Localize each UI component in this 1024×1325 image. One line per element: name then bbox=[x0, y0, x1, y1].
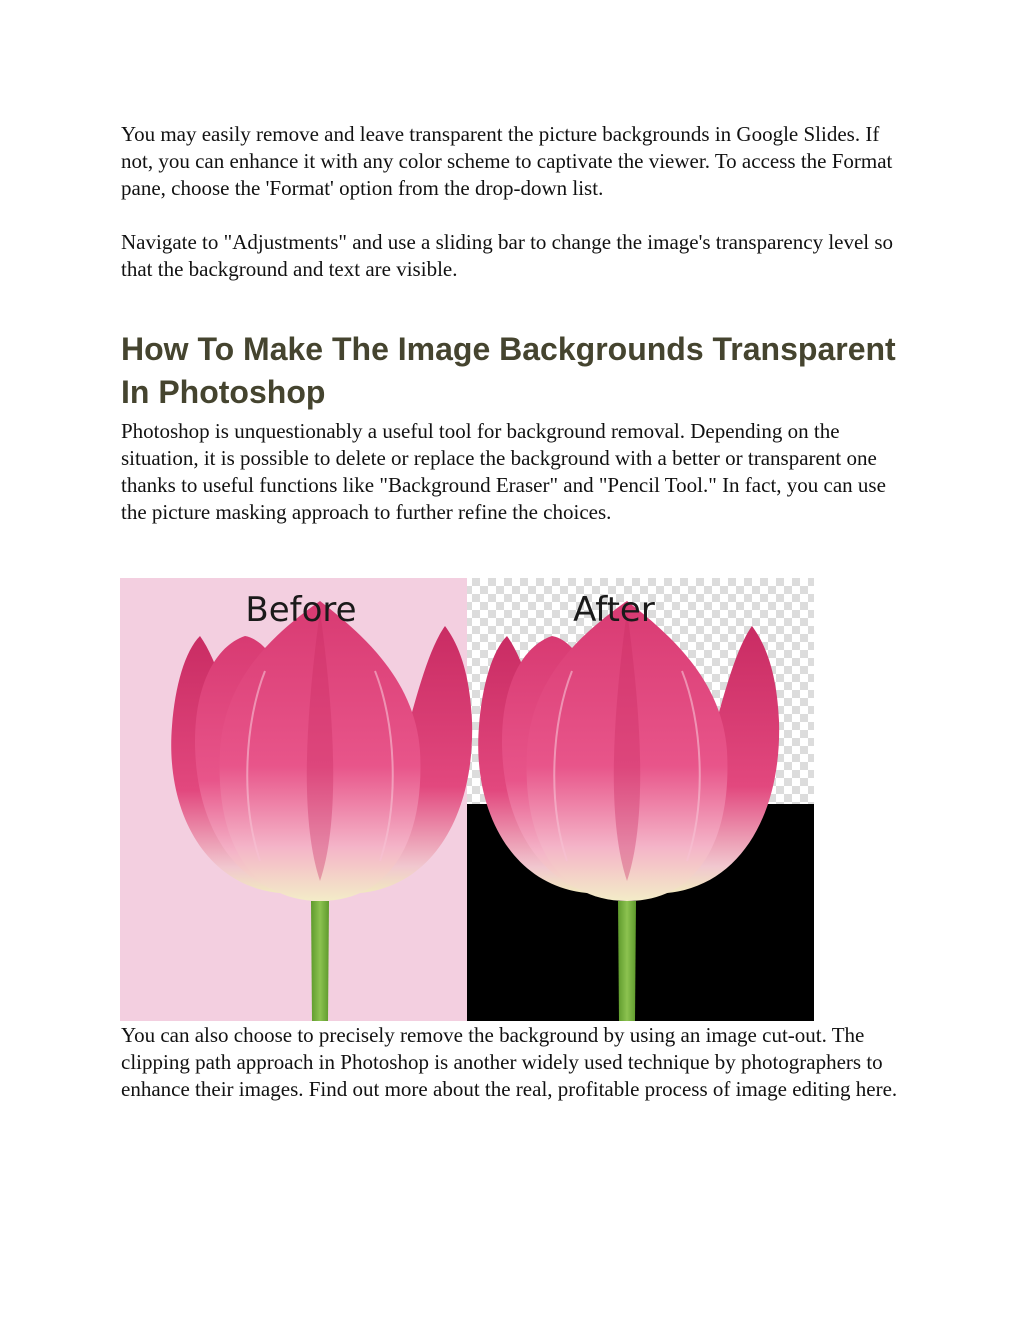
after-label: After bbox=[573, 590, 655, 630]
intro-paragraph: You may easily remove and leave transparent the picture backgrounds in Google Slides. If not, you can enhance it with any color scheme to captivate the viewer. To access the Format pane, choose the 'Format' option from the drop-down list. bbox=[121, 122, 893, 200]
before-after-tulip-image bbox=[120, 578, 814, 1021]
photoshop-paragraph: Photoshop is unquestionably a useful tool for background removal. Depending on the situation, it is possible to delete or replace the background with a better or transparent one thanks to useful functions like "Background Eraser" and "Pencil Tool." In fact, you can use the picture masking approach to further refine the choices. bbox=[121, 419, 886, 524]
before-label: Before bbox=[245, 590, 357, 630]
section-heading: How To Make The Image Backgrounds Transparent In Photoshop bbox=[121, 331, 896, 410]
clipping-path-paragraph: You can also choose to precisely remove the background by using an image cut-out. The clipping path approach in Photoshop is another widely used technique by photographers to enhance their images. Find out more about the real, profitable process of image editing here. bbox=[121, 1023, 898, 1101]
adjustments-paragraph: Navigate to "Adjustments" and use a sliding bar to change the image's transparency level so that the background and text are visible. bbox=[121, 230, 894, 281]
